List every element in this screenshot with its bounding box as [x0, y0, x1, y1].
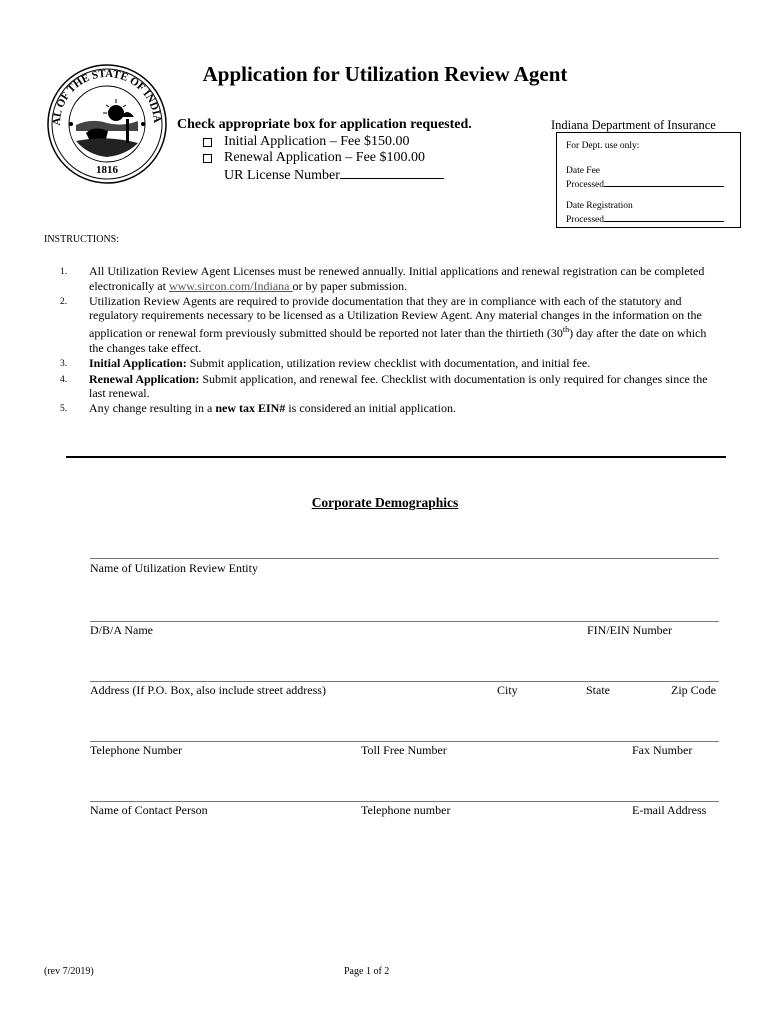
instruction-item: 4. Renewal Application: Submit application, and renewal fee. Checklist with documentation is only required for changes since the last renewal.: [60, 371, 708, 401]
seal-text: AL OF THE STATE OF INDIA: [50, 67, 164, 126]
email-label: E-mail Address: [632, 803, 707, 817]
date-fee-processed: Processed: [566, 177, 724, 191]
revision-date: (rev 7/2019): [44, 966, 94, 977]
contact-input[interactable]: [90, 801, 719, 802]
section-title: Corporate Demographics: [311, 495, 459, 510]
entity-name-input[interactable]: [90, 558, 719, 559]
toll-free-label: Toll Free Number: [361, 743, 447, 757]
contact-telephone-label: Telephone number: [361, 803, 451, 817]
dba-name-label: D/B/A Name: [90, 623, 153, 637]
seal-year: 1816: [96, 164, 118, 176]
date-registration-processed: Processed: [566, 212, 724, 226]
renewal-application-label: Renewal Application – Fee $100.00: [224, 150, 426, 165]
dba-fein-input[interactable]: [90, 621, 719, 622]
renewal-application-checkbox[interactable]: [203, 154, 212, 163]
city-label: City: [497, 683, 518, 697]
page-title: Application for Utilization Review Agent: [202, 62, 568, 86]
renewal-application-option[interactable]: [203, 150, 425, 166]
address-input[interactable]: [90, 681, 719, 682]
agency-name: Indiana Department of Insurance: [551, 118, 716, 132]
contact-person-label: Name of Contact Person: [90, 803, 208, 817]
sircon-link[interactable]: www.sircon.com/Indiana: [168, 278, 293, 293]
state-label: State: [586, 683, 610, 697]
ur-license-field[interactable]: [224, 166, 444, 184]
page-number: Page 1 of 2: [344, 966, 390, 977]
fax-label: Fax Number: [632, 743, 693, 757]
dept-use-box: [556, 132, 741, 228]
section-divider: [66, 456, 726, 458]
instructions-label: INSTRUCTIONS:: [44, 234, 120, 245]
instruction-item: 3. Initial Application: Submit application, utilization review checklist with documentation, and initial fee.: [60, 355, 591, 370]
instruction-item: 2. Utilization Review Agents are required to provide documentation that they are in compliance with each of the statutory and regulatory requirements necessary to be licensed as a Utilization Review Agent. Any material changes in the information on the application or renewal form previously submitted should be reported not later than the thirtieth (30th) day after the date on which the changes take effect.: [60, 293, 707, 355]
phone-input[interactable]: [90, 741, 719, 742]
zip-label: Zip Code: [671, 683, 716, 697]
instruction-item: 1. All Utilization Review Agent Licenses must be renewed annually. Initial applications and renewal registration can be completed electronically at www.sircon.com/Indiana or by paper submission.: [60, 264, 705, 293]
ur-license-label: UR License Number: [224, 168, 340, 183]
date-fee-label: Date Fee: [566, 166, 601, 176]
instruction-item: 5. Any change resulting in a new tax EIN# is considered an initial application.: [60, 401, 456, 416]
initial-application-option[interactable]: [203, 134, 409, 150]
entity-name-label: Name of Utilization Review Entity: [90, 561, 258, 575]
date-registration-label: Date Registration: [566, 201, 633, 211]
initial-application-label: Initial Application – Fee $150.00: [224, 134, 410, 149]
telephone-label: Telephone Number: [90, 743, 183, 757]
dept-use-label: For Dept. use only:: [566, 141, 640, 151]
initial-application-checkbox[interactable]: [203, 138, 212, 147]
application-type-heading: Check appropriate box for application requested.: [177, 117, 472, 132]
address-label: Address (If P.O. Box, also include street address): [90, 683, 326, 697]
fein-label: FIN/EIN Number: [587, 623, 672, 637]
instructions-list: [60, 264, 720, 417]
ur-license-blank[interactable]: [340, 166, 444, 179]
